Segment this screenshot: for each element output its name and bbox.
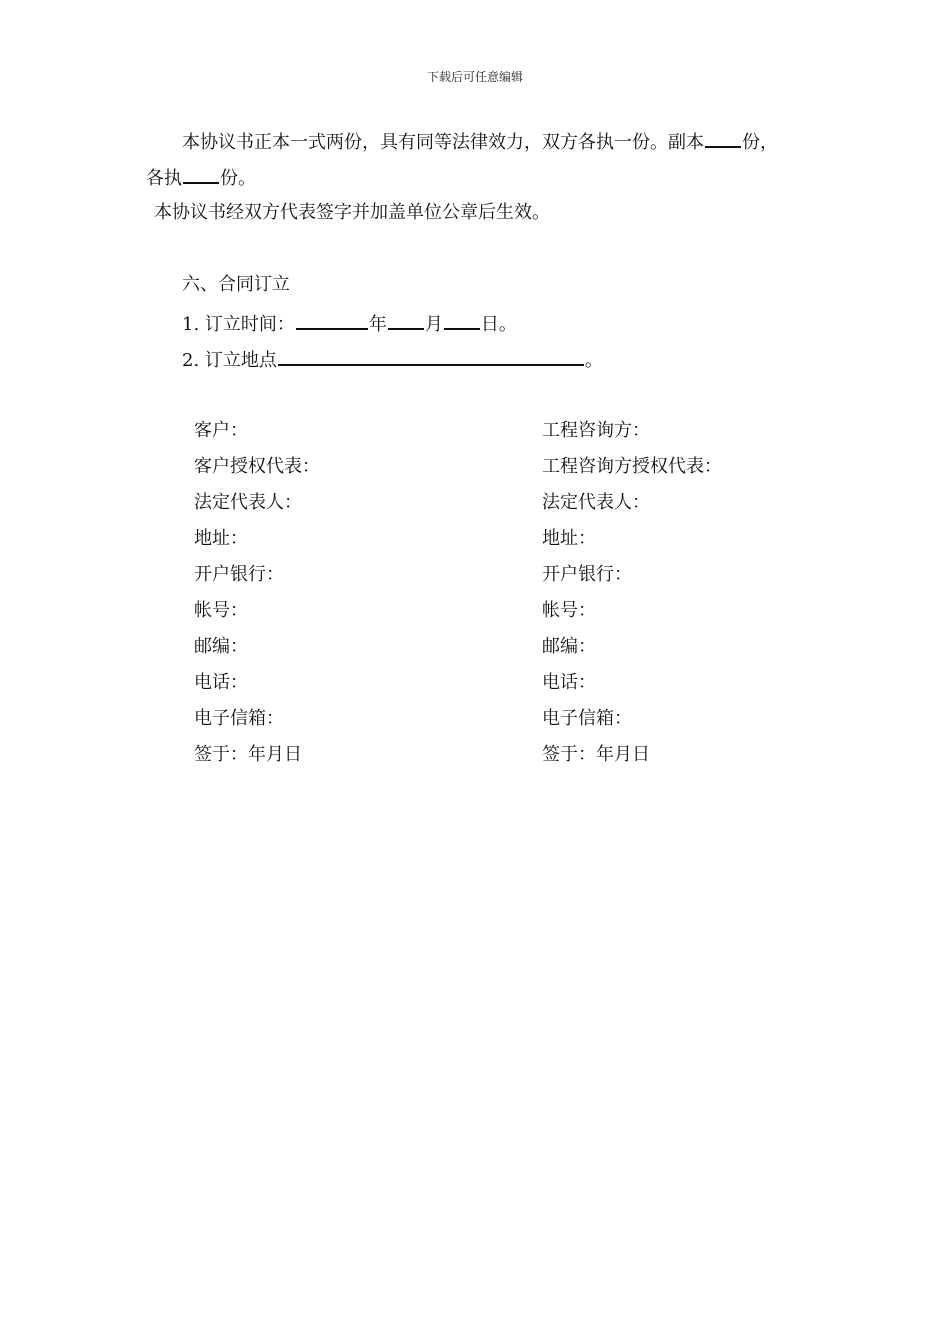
client-bank-row: 开户银行： xyxy=(194,564,284,585)
consultant-signed-date-row: 签于：年月日 xyxy=(542,744,650,765)
place-blank xyxy=(278,346,584,366)
effective-clause: 本协议书经双方代表签字并加盖单位公章后生效。 xyxy=(154,202,550,223)
client-legal-rep-row: 法定代表人： xyxy=(194,492,302,513)
consultant-phone-row: 电话： xyxy=(542,672,596,693)
month-blank xyxy=(388,310,424,330)
client-authorized-rep-row: 客户授权代表： xyxy=(194,456,320,477)
consultant-authorized-rep-row: 工程咨询方授权代表： xyxy=(542,456,722,477)
consultant-bank-row: 开户银行： xyxy=(542,564,632,585)
consultant-address-row: 地址： xyxy=(542,528,596,549)
month-label: 月 xyxy=(424,314,443,335)
client-signed-date-row: 签于：年月日 xyxy=(194,744,302,765)
consultant-column xyxy=(542,420,722,780)
each-holds-blank xyxy=(183,164,219,184)
consultant-account-row: 帐号： xyxy=(542,600,596,621)
section-six-title: 六、合同订立 xyxy=(182,274,290,295)
client-address-row: 地址： xyxy=(194,528,248,549)
copies-blank xyxy=(705,128,741,148)
agreement-copies-line-2 xyxy=(146,164,256,190)
consultant-email-row: 电子信箱： xyxy=(542,708,632,729)
client-account-row: 帐号： xyxy=(194,600,248,621)
consultant-name-row: 工程咨询方： xyxy=(542,420,650,441)
consultant-legal-rep-row: 法定代表人： xyxy=(542,492,650,513)
client-email-row: 电子信箱： xyxy=(194,708,284,729)
agreement-copies-line-1 xyxy=(182,128,778,154)
day-blank xyxy=(444,310,480,330)
consultant-postcode-row: 邮编： xyxy=(542,636,596,657)
client-phone-row: 电话： xyxy=(194,672,248,693)
each-holds-text: 各执 xyxy=(146,168,182,189)
agreement-copies-text-2: 份， xyxy=(742,132,778,153)
header-note: 下载后可任意编辑 xyxy=(426,70,523,84)
signing-time-label: 1. 订立时间： xyxy=(182,314,295,335)
client-name-row: 客户： xyxy=(194,420,248,441)
signing-place-line xyxy=(182,346,603,372)
day-label: 日。 xyxy=(480,314,517,335)
signing-place-label: 2. 订立地点 xyxy=(182,350,277,371)
client-postcode-row: 邮编： xyxy=(194,636,248,657)
client-column xyxy=(194,420,320,780)
year-blank xyxy=(296,310,368,330)
agreement-copies-text: 本协议书正本一式两份，具有同等法律效力，双方各执一份。副本 xyxy=(182,132,704,153)
signing-time-line xyxy=(182,310,517,336)
each-holds-text-2: 份。 xyxy=(220,168,256,189)
year-label: 年 xyxy=(368,314,387,335)
signing-place-end: 。 xyxy=(584,350,603,371)
